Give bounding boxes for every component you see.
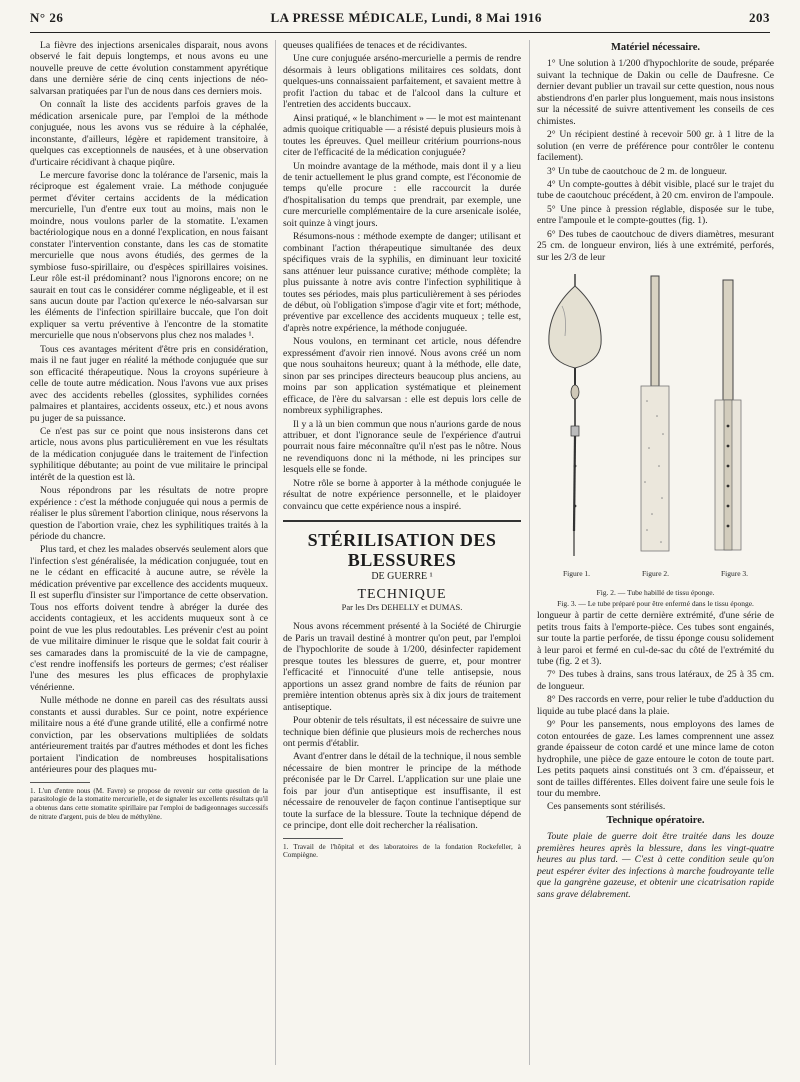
list-item: 4° Un compte-gouttes à débit visible, placé sur le trajet du tube de caoutchouc précédent, à 20 cm. environ de l'ampoule. bbox=[537, 178, 774, 202]
journal-title: LA PRESSE MÉDICALE, Lundi, 8 Mai 1916 bbox=[270, 10, 542, 25]
figure-1-drawing bbox=[549, 274, 601, 556]
list-item: 6° Des tubes de caoutchouc de divers diamètres, mesurant 25 cm. de longueur environ, liés à une extrémité, perforés, sur les 2/3 de leur bbox=[537, 228, 774, 263]
list-item: 9° Pour les pansements, nous employons des lames de coton entourées de gaze. Les lames comprennent une assez grande épaisseur de coton cardé et une mince lame de coton hydrophile, une pièce de gaze entoure le coton de toute part. Les petits paquets ainsi constitués ont 3 cm. d'épaisseur, et sont de tailles différentes. Elles doivent faire une seule fois le tour du membre. bbox=[537, 719, 774, 799]
figure-caption: Fig. 2. — Tube habillé de tissu éponge. bbox=[596, 588, 715, 598]
figure-2-drawing bbox=[641, 276, 669, 551]
paragraph: Pour obtenir de tels résultats, il est nécessaire de suivre une technique bien définie que plusieurs mois de recherches nous ont permis d'établir. bbox=[283, 715, 521, 750]
paragraph: queuses qualifiées de tenaces et de récidivantes. bbox=[283, 40, 468, 51]
article-title: STÉRILISATION DES BLESSURES bbox=[307, 530, 497, 571]
section-heading: Technique opératoire. bbox=[606, 814, 705, 826]
section-title: TECHNIQUE bbox=[357, 586, 447, 602]
page-number: 203 bbox=[749, 10, 770, 25]
paragraph: longueur à partir de cette dernière extrémité, d'une série de petits trous faits à l'emporte-pièce. Ces tubes sont engainés, sur toute la partie perforée, de tissu éponge cousu solidement à leur paroi et fermé en cul-de-sac du côté de l'extrémité du tube (fig. 2 et 3). bbox=[537, 610, 774, 667]
issue-number: N° 26 bbox=[30, 10, 64, 25]
column-divider bbox=[529, 40, 530, 1065]
paragraph: Ainsi pratiqué, « le blanchiment » — le mot est maintenant admis quoique critiquable — a résisté depuis plusieurs mois à toutes les épreuves. Quel meilleur critérium pourrions-nous citer de l'efficacité de la médication conjuguée? bbox=[283, 112, 521, 159]
paragraph: La fièvre des injections arsenicales disparait, nous avons observé le fait depuis longtemps, et nous avons eu une nouvelle preuve de cette évolution constamment apyrétique dans une dernière série de cinq cents injections de néo-salvarsan pratiquées par l'un de nous dans ces derniers mois. bbox=[30, 40, 268, 97]
paragraph: Nous avons récemment présenté à la Société de Chirurgie de Paris un travail destiné à montrer qu'on peut, par l'emploi de l'hypochlorite de soude à 1/200, désinfecter rapidement presque toutes les blessures de guerre, et, pour montrer l'efficacité et l'innocuité d'une telle antisepsie, nous apportions un assez grand nombre de faits de réunion par première intention obtenus après six à dix jours de traitement antiseptique. bbox=[283, 621, 521, 713]
paragraph: Nulle méthode ne donne en pareil cas des résultats aussi constants et aussi durables. Sur ce point, notre expérience militaire nous a été d'une grande utilité, elle a confirmé notre conviction, par les observations multipliées de soldats antérieurement traités par d'autres méthodes et dont les fiches portaient l'indication de nombreuses hospitalisations antérieures pour des plaques mu- bbox=[30, 695, 268, 776]
list-item: 1° Une solution à 1/200 d'hypochlorite de soude, préparée suivant la technique de Dakin ou celle de Daufresne. Ce dernier devant publier un travail sur cette question, nous nous abstiendrons d'en parler plus longuement, mais nous insistons sur la nécessité de suivre attentivement les conseils de ces chimistes. bbox=[537, 58, 774, 127]
figure-label: Figure 3. bbox=[720, 569, 749, 579]
paragraph: On connaît la liste des accidents parfois graves de la médication arsenicale pure, par l'emploi de la méthode conjuguée, nous les avons vus se réduire à la céphalée, inconstante, d'ailleurs, légère et rapidement transitoire, à quelques cas exceptionnels de nausées, et à une observation d'urticaire récidivant à chaque piqûre. bbox=[30, 99, 268, 168]
paragraph: Notre rôle se borne à apporter à la méthode conjuguée le résultat de notre expérience personnelle, et le plaidoyer convaincu que cette expérience nous a inspiré. bbox=[283, 477, 521, 512]
footnote-rule bbox=[30, 782, 90, 783]
footnote: 1. L'un d'entre nous (M. Favre) se propose de revenir sur cette question de la parasitologie de la stomatite mercurielle, et de signaler les excellents résultats qu'il a obtenus dans cette stomatite spirillaire par l'emploi de badigeonnages successifs de nitrate d'argent, puis de bleu de méthylène. bbox=[30, 786, 268, 821]
paragraph: Plus tard, et chez les malades observés seulement alors que l'infection s'est généralisée, la médication conjuguée, tout en ne le cédant en efficacité à aucune autre, se révèle la médication préventive par excellence des accidents muqueux. Il est superflu d'insister sur l'importance de cette observation. Tous nos efforts doivent tendre à abréger la durée des accidents contagieux, et les accidents muqueux sont à ce point de vue les plus redoutables. Les prévenir c'est au point de vue militaire diminuer le risque que le soldat fait courir à ses camarades dans la promiscuité de la vie de campagne, c'est rendre inoffensifs les porteurs de germes; c'est réaliser l'une des mesures les plus efficaces de prophylaxie vénérienne. bbox=[30, 544, 268, 693]
section-heading: Matériel nécessaire. bbox=[610, 42, 700, 53]
paragraph: Une cure conjuguée arséno-mercurielle a permis de rendre désormais à leurs obligations militaires ces soldats, dont quelques-uns connaissaient parfaitement, et savaient mettre à profit l'action du tabac et de l'alcool dans la culture et l'entretien des accidents buccaux. bbox=[283, 53, 521, 111]
article-separator bbox=[283, 520, 521, 522]
figure-label: Figure 2. bbox=[641, 569, 670, 579]
column-2 bbox=[283, 40, 521, 862]
column-3 bbox=[537, 40, 774, 902]
paragraph: Ces pansements sont stérilisés. bbox=[547, 801, 666, 813]
paragraph: Tous ces avantages méritent d'être pris en considération, mais il ne faut juger en réalité la méthode conjuguée que sur son efficacité thérapeutique. Nous la croyons supérieure à celle de toute autre médication. Nous l'avons vue aux prises avec des accidents rebelles (glossites, syphilides cornées palmaires et plantaires, accidents osseux, etc.) et nous avons pu juger de sa puissance. bbox=[30, 343, 268, 424]
figure-labels bbox=[537, 568, 774, 579]
figure-label: Figure 1. bbox=[562, 569, 591, 579]
column-1 bbox=[30, 40, 268, 824]
paragraph: Avant d'entrer dans le détail de la technique, il nous semble nécessaire de bien montrer le principe de la méthode préconisée par le Dr Carrel. L'application sur une plaie une fois par jour d'un antiseptique est insuffisante, il est nécessaire de renouveler de façon continue l'antiseptique sur toute la surface de la blessure. Toute la technique dépend de ce principe, dont elle doit rechercher la réalisation. bbox=[283, 751, 521, 832]
paragraph: Ce n'est pas sur ce point que nous insisterons dans cet article, nous avons plus particulièrement en vue les résultats de la médication conjuguée dans le traitement de l'infection syphilitique débutante; au point de vue militaire le principal intérêt de la question est là. bbox=[30, 425, 268, 483]
paragraph: Il y a là un bien commun que nous n'aurions garde de nous attribuer, et dont l'ignorance seule de l'expérience d'autrui pourrait nous faire méconnaître qu'il n'est pas le nôtre. Nous ne revendiquons donc ni la méthode, ni les principes sur lesquels elle se fonde. bbox=[283, 418, 521, 476]
list-item: 7° Des tubes à drains, sans trous latéraux, de 25 à 35 cm. de longueur. bbox=[537, 669, 774, 692]
column-divider bbox=[275, 40, 276, 1065]
paragraph: Toute plaie de guerre doit être traitée dans les douze premières heures après la blessure, dans les vingt-quatre heures au plus tard. — C'est à cette condition seule qu'on peut espérer éviter des infections à marche foudroyante telle que la gangrène gazeuse, et obtenir une cicatrisation rapide sans grave délabrement. bbox=[537, 831, 774, 900]
list-item: 3° Un tube de caoutchouc de 2 m. de longueur. bbox=[547, 165, 727, 177]
figure-3-drawing bbox=[715, 280, 741, 550]
figure-drawing bbox=[537, 266, 774, 566]
footnote-rule bbox=[283, 838, 343, 839]
list-item: 2° Un récipient destiné à recevoir 500 gr. à 1 litre de la solution (en verre de préférence pour contrôler le contenu facilement). bbox=[537, 129, 774, 164]
article-subtitle: DE GUERRE ¹ bbox=[371, 571, 433, 583]
article-authors: Par les Drs DEHELLY et DUMAS. bbox=[341, 602, 463, 613]
paragraph: Résumons-nous : méthode exempte de danger; utilisant et combinant l'action thérapeutique simultanée des deux spécifiques vrais de la syphilis, en diminuant leur toxicité sans atténuer leur puissance curative; méthode complète; la plus puissante à notre avis contre l'infection syphilitique à toutes ses périodes, mais plus particulièrement à ses périodes de début, où l'obligation s'impose d'agir vite et fort; méthode, préventive par excellence des accidents muqueux ; telle est, d'après notre expérience, la méthode conjuguée. bbox=[283, 231, 521, 334]
paragraph: Nous répondrons par les résultats de notre propre expérience : c'est la méthode conjuguée qui nous a permis de réaliser le plus sûrement l'abortion clinique, nous réservons la question de l'abortion vraie, chez les syphilitiques traités à la période du chancre. bbox=[30, 485, 268, 543]
figure-illustration bbox=[537, 266, 774, 586]
paragraph: Nous voulons, en terminant cet article, nous défendre expressément d'avoir rien innové. Nous avons créé un nom que nous souhaitons heureux; quant à la méthode, elle date, sinon par ses principes directeurs beaucoup plus anciens, au moins par son application systématique et pleinement efficace, de l'ère du salvarsan : elle est depuis lors celle de nombreux syphiligraphes. bbox=[283, 336, 521, 417]
list-item: 5° Une pince à pression réglable, disposée sur le tube, entre l'ampoule et le compte-gouttes (fig. 1). bbox=[537, 203, 774, 227]
figure-caption: Fig. 3. — Le tube préparé pour être enfermé dans le tissu éponge. bbox=[557, 599, 754, 609]
footnote: 1. Travail de l'hôpital et des laboratoires de la fondation Rockefeller, à Compiègne. bbox=[283, 842, 521, 860]
page-header bbox=[30, 10, 770, 33]
paragraph: Un moindre avantage de la méthode, mais dont il y a lieu de tenir actuellement le plus grand compte, est l'économie de temps qu'elle procure : elle raccourcit la durée d'hospitalisation du temps que prendrait, par exemple, une cure mercurielle complémentaire de la cure arsenicale isolée, soit quinze à vingt jours. bbox=[283, 160, 521, 229]
list-item: 8° Des raccords en verre, pour relier le tube d'adduction du liquide au tube placé dans la plaie. bbox=[537, 694, 774, 717]
paragraph: Le mercure favorise donc la tolérance de l'arsenic, mais la réciproque est également vraie. La méthode conjuguée permet d'éviter certains accidents de la médication mercurielle, l'un d'entre eux tout au moins, mais non le moindre, nous voulons parler de la stomatite. L'examen bactériologique nous en a donné l'explication, en nous faisant constater l'intervention constante, dans les cas de stomatite mercurielle que nous avons étudiés, des germes de la symbiose fuso-spirillaire, ou d'espèces spirillaires voisines. Leur rôle est-il prédominant? nous l'ignorons encore; on ne saurait en tout cas le considérer comme négligeable, et il est sans aucun doute par l'action qu'exerce le néo-salvarsan sur les éléments de l'infection spirillaire buccale, que l'on doit expliquer sa vertu préventive à l'encontre de la stomatite mercurielle que nous n'observons plus chez nos malades ¹. bbox=[30, 169, 268, 342]
